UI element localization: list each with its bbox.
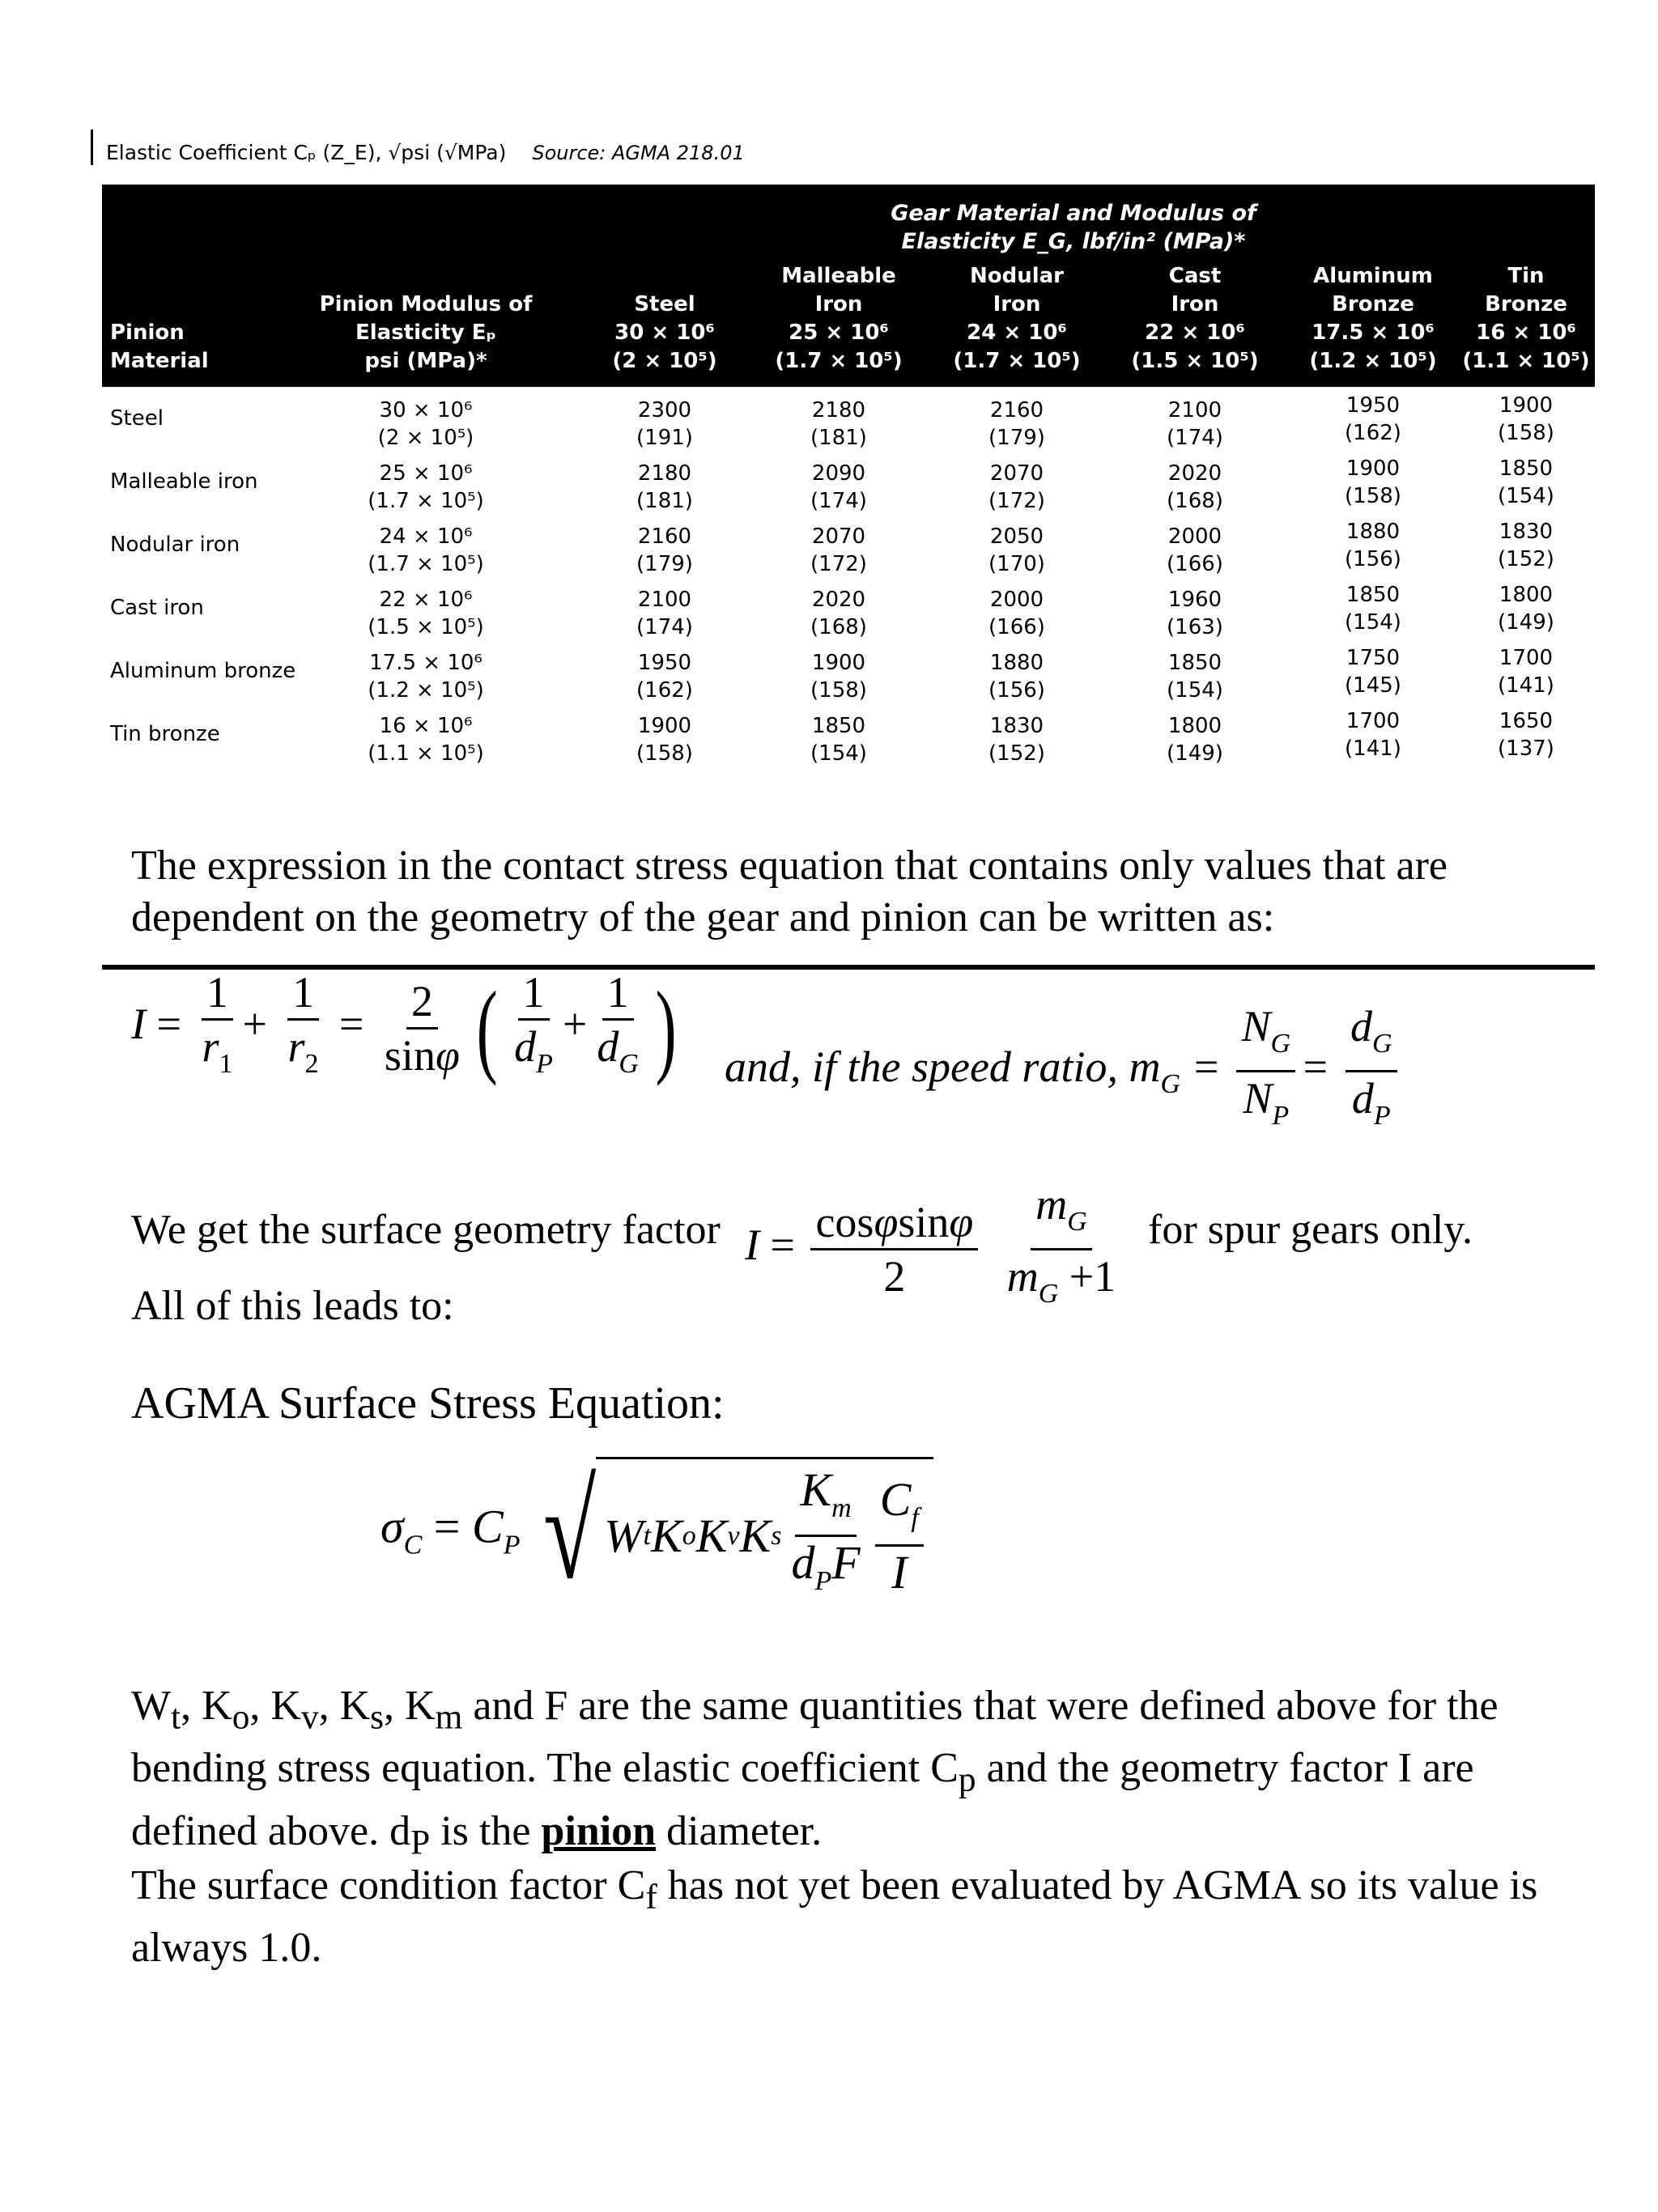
cell-elastic-coefficient: 1800 (149) <box>1167 714 1223 766</box>
header-pinion-modulus: Pinion Modulus of Elasticity Eₚ psi (MPa)* <box>319 292 533 373</box>
cell-elastic-coefficient: 2180 (181) <box>810 398 867 450</box>
heading-agma-surface-stress: AGMA Surface Stress Equation: <box>131 1378 725 1429</box>
cell-elastic-coefficient: 1960 (163) <box>1167 588 1223 639</box>
cell-elastic-coefficient: 1950 (162) <box>636 651 693 703</box>
table-row <box>102 520 1595 588</box>
equation-geometry-sum: I = $\frac{1}{r_1}$ + $\frac{1}{r_2}$ = $\frac{2}{\sin\varphi}$ ( $\frac{1}{d_P}$ + $\frac{1}{d_G}$ ) <box>131 968 677 1087</box>
cell-elastic-coefficient: 1850 (154) <box>1498 456 1554 508</box>
cell-elastic-coefficient: 2100 (174) <box>1167 398 1223 450</box>
table-row <box>102 709 1595 777</box>
cell-elastic-coefficient: 1830 (152) <box>988 714 1045 766</box>
paragraph-geometry-expression: The expression in the contact stress equation that contains only values that are dependent on the geometry of the gear and pinion can be written as: <box>131 843 1448 940</box>
table-caption <box>91 136 745 172</box>
header-aluminum-bronze: Aluminum Bronze 17.5 × 10⁶ (1.2 × 10⁵) <box>1309 264 1437 373</box>
pinion-emphasis: pinion <box>541 1807 657 1854</box>
caption-bar <box>91 129 93 165</box>
paragraph-surface-geometry-factor <box>131 1204 721 1256</box>
surface-condition-text: The surface condition factor <box>131 1862 607 1908</box>
cell-elastic-coefficient: 1900 (158) <box>810 651 867 703</box>
spur-gears-note: for spur gears only. <box>1148 1207 1473 1253</box>
gear-material-title: Gear Material and Modulus of Elasticity E_G, lbf/in² (MPa)* <box>891 201 1256 254</box>
cell-elastic-coefficient: 1750 (145) <box>1345 646 1401 698</box>
geometry-defined-text: and the geometry factor I are defined above. <box>131 1745 1474 1854</box>
cell-elastic-coefficient: 1900 (158) <box>1498 393 1554 445</box>
cell-elastic-coefficient: 1850 (154) <box>1167 651 1223 703</box>
cell-elastic-coefficient: 1830 (152) <box>1498 520 1554 571</box>
cell-pinion-modulus: 17.5 × 10⁶ (1.2 × 10⁵) <box>368 651 484 703</box>
paragraph-leads-to: All of this leads to: <box>131 1283 454 1329</box>
table-row <box>102 393 1595 461</box>
header-steel: Steel 30 × 10⁶ (2 × 10⁵) <box>612 292 717 373</box>
cell-pinion-material: Nodular iron <box>110 533 240 557</box>
header-tin-bronze: Tin Bronze 16 × 10⁶ (1.1 × 10⁵) <box>1462 264 1590 373</box>
equation-geometry-factor: I = $\frac{\cos\varphi\sin\varphi}{2}$ $\frac{m_G}{m_G +1}$ <box>745 1180 1116 1309</box>
surface-condition-value-text: has not yet been evaluated by AGMA so its value is always 1.0. <box>131 1862 1538 1972</box>
cell-elastic-coefficient: 2000 (166) <box>1167 524 1223 576</box>
pinion-diameter-text: is the <box>440 1807 531 1854</box>
cell-pinion-modulus: 25 × 10⁶ (1.7 × 10⁵) <box>368 461 484 513</box>
cell-elastic-coefficient: 2070 (172) <box>810 524 867 576</box>
header-nodular-iron: Nodular Iron 24 × 10⁶ (1.7 × 10⁵) <box>953 264 1081 373</box>
cell-elastic-coefficient: 2160 (179) <box>636 524 693 576</box>
header-malleable-iron: Malleable Iron 25 × 10⁶ (1.7 × 10⁵) <box>775 264 903 373</box>
cell-elastic-coefficient: 2300 (191) <box>636 398 693 450</box>
cell-elastic-coefficient: 2020 (168) <box>1167 461 1223 513</box>
cell-pinion-material: Cast iron <box>110 596 204 620</box>
cell-elastic-coefficient: 1850 (154) <box>810 714 867 766</box>
cell-elastic-coefficient: 2050 (170) <box>988 524 1045 576</box>
cell-elastic-coefficient: 2100 (174) <box>636 588 693 639</box>
cell-pinion-modulus: 16 × 10⁶ (1.1 × 10⁵) <box>368 714 484 766</box>
cell-pinion-modulus: 22 × 10⁶ (1.5 × 10⁵) <box>368 588 484 639</box>
geometry-factor-text: We get the surface geometry factor <box>131 1207 721 1253</box>
equation-speed-ratio: and, if the speed ratio, $m_G$ = $\frac{N_G}{N_P}$ = $\frac{d_G}{d_P}$ <box>725 1002 1402 1140</box>
cell-pinion-material: Tin bronze <box>110 722 220 746</box>
cell-pinion-modulus: 30 × 10⁶ (2 × 10⁵) <box>377 398 474 450</box>
diameter-text: diameter. <box>666 1807 823 1854</box>
paragraph-surface-condition: The surface condition factor $C_f$ has not yet been evaluated by AGMA so its value is always 1.0. <box>131 1862 1538 1972</box>
cell-pinion-material: Steel <box>110 406 164 431</box>
cell-elastic-coefficient: 2090 (174) <box>810 461 867 513</box>
cell-elastic-coefficient: 1650 (137) <box>1498 709 1554 761</box>
cell-elastic-coefficient: 2070 (172) <box>988 461 1045 513</box>
caption-title: Elastic Coefficient Cₚ (Z_E), √psi (√MPa) <box>105 141 507 164</box>
speed-ratio-label: and, if the speed ratio, <box>725 1042 1118 1091</box>
cell-elastic-coefficient: 1880 (156) <box>1345 520 1401 571</box>
cell-elastic-coefficient: 1950 (162) <box>1345 393 1401 445</box>
cell-elastic-coefficient: 2020 (168) <box>810 588 867 639</box>
cell-elastic-coefficient: 1700 (141) <box>1498 646 1554 698</box>
equation-agma-surface-stress: $\sigma_C = C_P$ √ W t K o K v K s $\frac{K_m}{d_PF}$ $\frac{C_f}{I}$ <box>380 1457 933 1606</box>
header-cast-iron: Cast Iron 22 × 10⁶ (1.5 × 10⁵) <box>1131 264 1259 373</box>
cell-elastic-coefficient: 2000 (166) <box>988 588 1045 639</box>
cell-elastic-coefficient: 1900 (158) <box>636 714 693 766</box>
cell-pinion-material: Malleable iron <box>110 469 258 494</box>
paragraph-quantities-defined: $W_t$, $K_o$, $K_v$, $K_s$, $K_m$ and F are the same quantities that were defined above for the bending stress equation. The elastic coefficient $C_p$ and the geometry factor I are defined above. $d_P$ is the pinion diameter. <box>131 1683 1499 1862</box>
quantities-text: are the same quantities that were defined above for the bending stress equation. The elastic coefficient <box>131 1683 1499 1792</box>
table-row <box>102 646 1595 714</box>
cell-elastic-coefficient: 2180 (181) <box>636 461 693 513</box>
table-row <box>102 583 1595 651</box>
caption-source: Source: AGMA 218.01 <box>532 142 745 164</box>
cell-elastic-coefficient: 1700 (141) <box>1345 709 1401 761</box>
cell-elastic-coefficient: 1880 (156) <box>988 651 1045 703</box>
cell-elastic-coefficient: 2160 (179) <box>988 398 1045 450</box>
cell-elastic-coefficient: 1800 (149) <box>1498 583 1554 635</box>
table-row <box>102 456 1595 524</box>
cell-elastic-coefficient: 1900 (158) <box>1345 456 1401 508</box>
header-pinion-material: Pinion Material <box>110 321 209 373</box>
cell-elastic-coefficient: 1850 (154) <box>1345 583 1401 635</box>
cell-pinion-modulus: 24 × 10⁶ (1.7 × 10⁵) <box>368 524 484 576</box>
table-header <box>102 185 1595 387</box>
cell-pinion-material: Aluminum bronze <box>110 659 296 683</box>
